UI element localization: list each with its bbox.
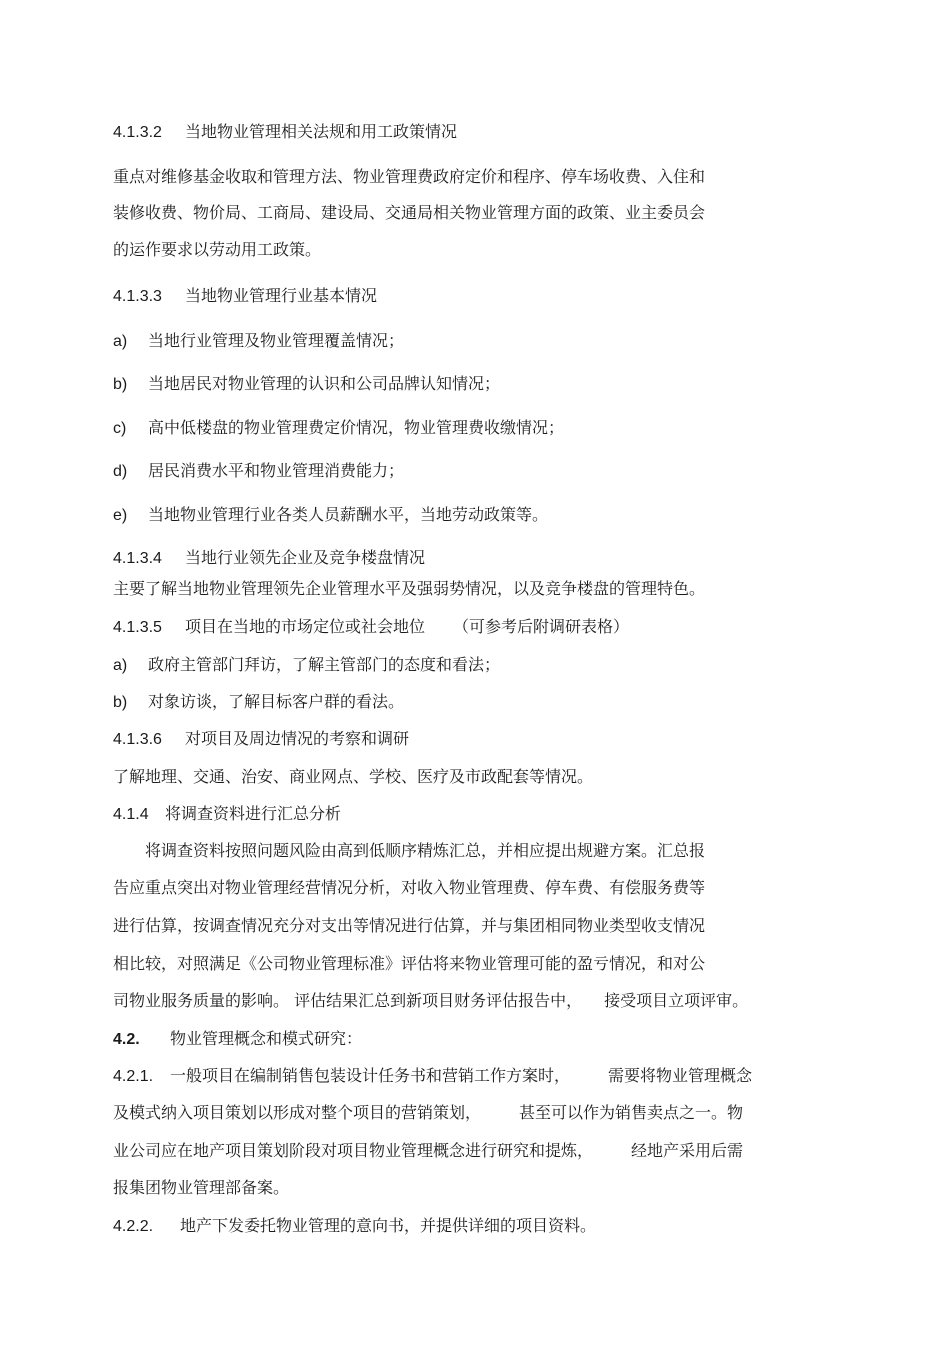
paragraph-line (113, 991, 748, 1011)
section-number: 4.1.3.5 (113, 619, 162, 636)
section-number: 4.2.2. (113, 1218, 154, 1235)
paragraph-segment: 司物业服务质量的影响。 评估结果汇总到新项目财务评估报告中， (113, 991, 583, 1010)
paragraph-line (113, 1103, 743, 1123)
paragraph-segment: 及模式纳入项目策划以形成对整个项目的营销策划， (113, 1103, 482, 1122)
section-number: 4.1.3.4 (113, 550, 162, 567)
section-number: 4.1.4 (113, 806, 149, 823)
section-number: 4.1.3.3 (113, 288, 162, 305)
heading-4-1-3-3 (113, 286, 377, 307)
section-number: 4.1.3.6 (113, 731, 162, 748)
heading-4-1-3-5 (113, 617, 629, 638)
list-text: 当地物业管理行业各类人员薪酬水平，当地劳动政策等。 (148, 505, 549, 524)
list-item (113, 418, 564, 439)
list-item (113, 374, 500, 395)
list-text: 当地居民对物业管理的认识和公司品牌认知情况； (148, 374, 501, 393)
section-title: 当地物业管理相关法规和用工政策情况 (185, 122, 458, 141)
paragraph-line: 的运作要求以劳动用工政策。 (113, 240, 322, 259)
paragraph-line: 重点对维修基金收取和管理方法、物业管理费政府定价和程序、停车场收费、入住和 (113, 167, 706, 186)
list-text: 政府主管部门拜访，了解主管部门的态度和看法； (148, 655, 501, 674)
section-title: 当地行业领先企业及竞争楼盘情况 (185, 548, 426, 567)
section-title: 当地物业管理行业基本情况 (185, 286, 378, 305)
paragraph-segment: 需要将物业管理概念 (608, 1066, 753, 1085)
paragraph-4-2-2 (113, 1216, 596, 1237)
heading-4-2 (113, 1029, 362, 1050)
list-marker: a) (113, 333, 128, 350)
section-title: 将调查资料进行汇总分析 (165, 804, 342, 823)
list-text: 居民消费水平和物业管理消费能力； (148, 461, 405, 480)
list-marker: b) (113, 694, 128, 711)
paragraph-line (113, 1066, 752, 1087)
list-item (113, 505, 548, 526)
list-item (113, 655, 500, 676)
section-title: 对项目及周边情况的考察和调研 (185, 729, 410, 748)
heading-4-1-3-4 (113, 548, 425, 569)
list-item (113, 331, 404, 352)
paragraph-line: 进行估算，按调查情况充分对支出等情况进行估算，并与集团相同物业类型收支情况 (113, 916, 706, 935)
paragraph-line: 将调查资料按照问题风险由高到低顺序精炼汇总，并相应提出规避方案。汇总报 (145, 841, 706, 860)
list-item (113, 461, 404, 482)
section-title: 物业管理概念和模式研究： (170, 1029, 363, 1048)
paragraph-segment: 业公司应在地产项目策划阶段对项目物业管理概念进行研究和提炼， (113, 1141, 594, 1160)
list-marker: c) (113, 420, 127, 437)
list-item (113, 692, 404, 713)
section-number: 4.1.3.2 (113, 124, 162, 141)
list-marker: b) (113, 376, 128, 393)
paragraph-line: 告应重点突出对物业管理经营情况分析，对收入物业管理费、停车费、有偿服务费等 (113, 878, 706, 897)
paragraph-line (113, 1141, 743, 1161)
paragraph-line: 报集团物业管理部备案。 (113, 1178, 290, 1197)
list-text: 对象访谈，了解目标客户群的看法。 (148, 692, 405, 711)
paragraph-line: 主要了解当地物业管理领先企业管理水平及强弱势情况，以及竞争楼盘的管理特色。 (113, 579, 706, 598)
list-text: 高中低楼盘的物业管理费定价情况，物业管理费收缴情况； (148, 418, 565, 437)
section-note: （可参考后附调研表格） (453, 617, 630, 636)
paragraph-segment: 一般项目在编制销售包装设计任务书和营销工作方案时， (170, 1066, 571, 1085)
section-title: 项目在当地的市场定位或社会地位 (185, 617, 426, 636)
section-number: 4.2.1. (113, 1068, 154, 1085)
section-number: 4.2. (113, 1031, 140, 1048)
heading-4-1-4 (113, 804, 341, 825)
list-marker: e) (113, 507, 128, 524)
heading-4-1-3-6 (113, 729, 409, 750)
paragraph-line: 相比较，对照满足《公司物业管理标准》评估将来物业管理可能的盈亏情况，和对公 (113, 954, 706, 973)
paragraph-segment: 甚至可以作为销售卖点之一。物 (519, 1103, 744, 1122)
paragraph-segment: 接受项目立项评审。 (604, 991, 749, 1010)
list-marker: d) (113, 463, 128, 480)
heading-4-1-3-2 (113, 122, 457, 143)
paragraph-line: 了解地理、交通、治安、商业网点、学校、医疗及市政配套等情况。 (113, 767, 594, 786)
paragraph-segment: 地产下发委托物业管理的意向书，并提供详细的项目资料。 (180, 1216, 597, 1235)
paragraph-segment: 经地产采用后需 (631, 1141, 744, 1160)
list-marker: a) (113, 657, 128, 674)
paragraph-line: 装修收费、物价局、工商局、建设局、交通局相关物业管理方面的政策、业主委员会 (113, 203, 706, 222)
list-text: 当地行业管理及物业管理覆盖情况； (148, 331, 405, 350)
